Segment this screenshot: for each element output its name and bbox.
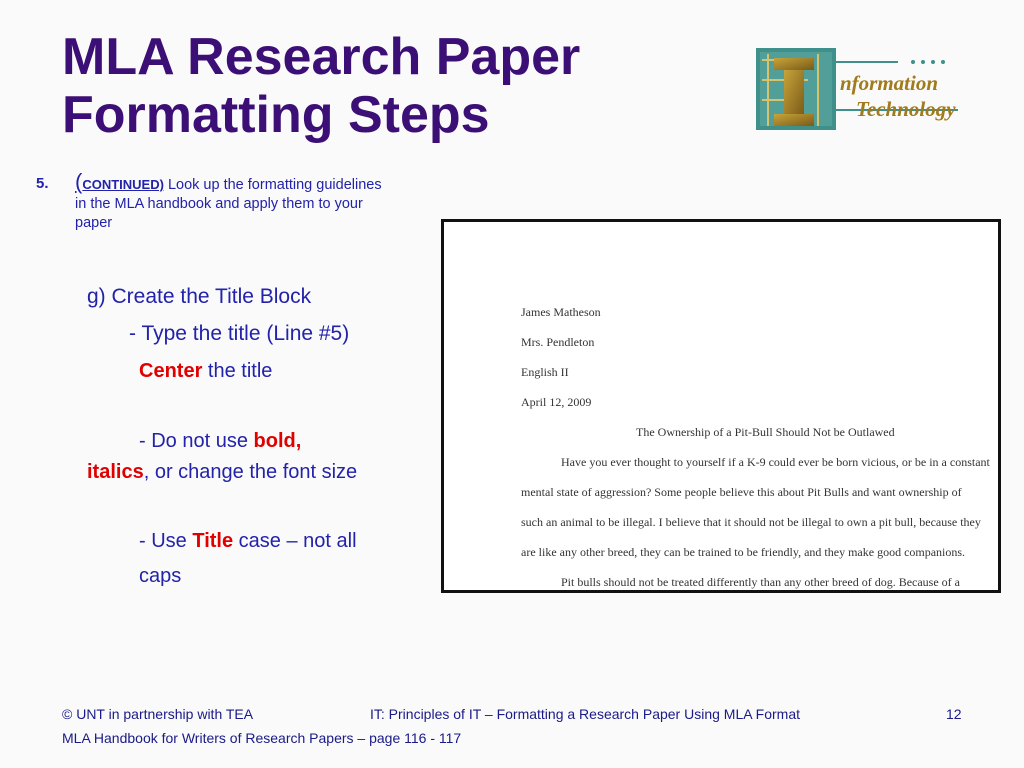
do-not-use-pre: - Do not use <box>139 430 254 452</box>
center-rest: the title <box>202 360 273 382</box>
use-pre: - Use <box>139 530 193 552</box>
step-number: 5. <box>36 175 49 192</box>
title-word: Title <box>192 530 234 552</box>
slide-title <box>62 28 580 144</box>
sample-line: such an animal to be illegal. I believe that it should not be illegal to own a pit bull, because they <box>521 515 981 529</box>
sample-line: Pit bulls should not be treated differently than any other breed of dog. Because of a <box>561 575 960 589</box>
step-description: Look up the formatting guidelines in the MLA handbook and apply them to your paper <box>75 177 382 231</box>
information-technology-logo <box>748 40 968 140</box>
caps-word: caps <box>139 565 182 587</box>
center-title-instruction <box>139 358 272 384</box>
italics-word: italics <box>87 461 144 483</box>
do-not-use-instruction <box>139 428 301 454</box>
sample-line: are like any other breed, they can be trained to be friendly, and they make good companions. <box>521 545 966 559</box>
sample-paper-title: The Ownership of a Pit-Bull Should Not be Outlawed <box>636 425 895 439</box>
use-post: case – not all <box>233 530 357 552</box>
do-not-use-post: , or change the font size <box>143 461 358 483</box>
bold-word: bold, <box>253 430 302 452</box>
title-line-2: Formatting Steps <box>62 86 490 144</box>
footer-copyright: © UNT in partnership with TEA <box>62 706 254 722</box>
step-continued: CONTINUED) <box>82 177 164 192</box>
footer-page-number: 12 <box>946 706 962 722</box>
type-title-instruction: - Type the title (Line #5) <box>129 322 350 345</box>
logo-word-technology: Technology <box>856 97 956 121</box>
step-5 <box>36 169 396 233</box>
title-line-1: MLA Research Paper <box>62 28 581 86</box>
sample-line: Mrs. Pendleton <box>521 335 595 349</box>
sample-line: Have you ever thought to yourself if a K-9 could ever be born vicious, or be in a constant <box>561 455 990 469</box>
center-word: Center <box>139 360 203 382</box>
sample-line: English II <box>521 365 569 379</box>
sample-paper-screenshot <box>441 219 1001 593</box>
footer-reference: MLA Handbook for Writers of Research Papers – page 116 - 117 <box>62 730 462 746</box>
footer-course-title: IT: Principles of IT – Formatting a Research Paper Using MLA Format <box>370 706 801 722</box>
sample-line: mental state of aggression? Some people believe this about Pit Bulls and want ownership of <box>521 485 962 499</box>
logo-letter: I <box>948 137 949 139</box>
do-not-use-instruction-cont <box>87 459 357 485</box>
title-block-heading: g) Create the Title Block <box>87 285 312 308</box>
title-case-instruction <box>139 528 357 554</box>
step-open-paren: ( <box>75 169 83 194</box>
step-text <box>75 169 396 233</box>
sample-line: April 12, 2009 <box>521 395 592 409</box>
sample-line: James Matheson <box>521 305 601 319</box>
logo-word-information: nformation <box>840 71 939 95</box>
